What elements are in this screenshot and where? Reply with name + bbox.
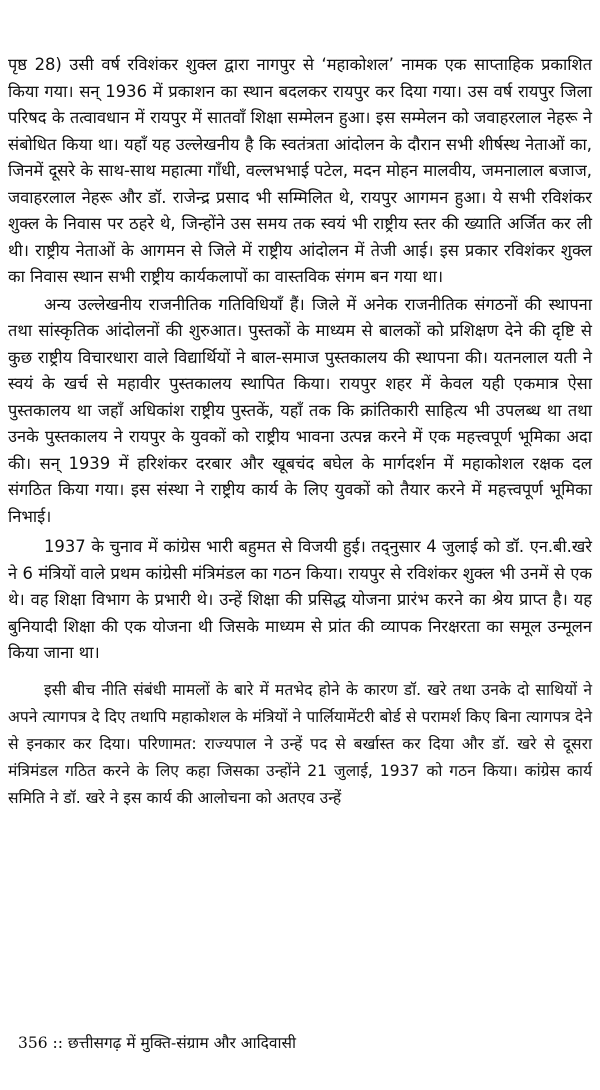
paragraph-1937-elections: 1937 के चुनाव में कांग्रेस भारी बहुमत से विजयी हुई। तद्नुसार 4 जुलाई को डॉ. एन.बी.खरे ने 6 मंत्रियों वाले प्रथम कांग्रेसी मंत्रिमंडल का गठन किया। रायपुर से रविशंकर शुक्ल भी उनमें से एक थे। वह शिक्षा विभाग के प्रभारी थे। उन्हें शिक्षा की प्रसिद्ध योजना प्रारंभ करने का श्रेय प्राप्त है। यह बुनियादी शिक्षा की एक योजना थी जिसके माध्यम से प्रांत की व्यापक निरक्षरता का समूल उन्मूलन किया जाना था। xyxy=(8,537,592,662)
page-footer: 356 :: छत्तीसगढ़ में मुक्ति-संग्राम और आदिवासी xyxy=(18,1034,296,1052)
paragraph-mahakoshal-weekly: पृष्ठ 28) उसी वर्ष रविशंकर शुक्ल द्वारा नागपुर से ‘महाकोशल’ नामक एक साप्ताहिक प्रकाशित किया गया। सन् 1936 में प्रकाशन का स्थान बदलकर रायपुर कर दिया गया। उस वर्ष रायपुर जिला परिषद के तत्वावधान में रायपुर में सातवाँ शिक्षा सम्मेलन हुआ। इस सम्मेलन को जवाहरलाल नेहरू ने संबोधित किया था। यहाँ यह उल्लेखनीय है कि स्वतंत्रता आंदोलन के दौरान सभी शीर्षस्थ नेताओं का, जिनमें दूसरे के साथ-साथ महात्मा गाँधी, वल्लभभाई पटेल, मदन मोहन मालवीय, जमनालाल बजाज, जवाहरलाल नेहरू और डॉ. राजेन्द्र प्रसाद भी सम्मिलित थे, रायपुर आगमन हुआ। ये सभी रविशंकर शुक्ल के निवास पर ठहरे थे, जिन्होंने उस समय तक स्वयं भी राष्ट्रीय स्तर की ख्याति अर्जित कर ली थी। राष्ट्रीय नेताओं के आगमन से जिले में राष्ट्रीय आंदोलन में तेजी आई। इस प्रकार रविशंकर शुक्ल का निवास स्थान सभी राष्ट्रीय कार्यकलापों का वास्तविक संगम बन गया था। xyxy=(8,55,592,286)
paragraph-political-activities: अन्य उल्लेखनीय राजनीतिक गतिविधियाँ हैं। जिले में अनेक राजनीतिक संगठनों की स्थापना तथा सांस्कृतिक आंदोलनों की शुरुआत। पुस्तकों के माध्यम से बालकों को प्रशिक्षण देने की दृष्टि से कुछ राष्ट्रीय विचारधारा वाले विद्यार्थियों ने बाल-समाज पुस्तकालय की स्थापना की। यतनलाल यती ने स्वयं के खर्च से महावीर पुस्तकालय स्थापित किया। रायपुर शहर में केवल यही एकमात्र ऐसा पुस्तकालय था जहाँ अधिकांश राष्ट्रीय पुस्तकें, यहाँ तक कि क्रांतिकारी साहित्य भी उपलब्ध था तथा उनके पुस्तकालय ने रायपुर के युवकों को राष्ट्रीय भावना उत्पन्न करने में एक महत्त्वपूर्ण भूमिका अदा की। सन् 1939 में हरिशंकर दरबार और खूबचंद बघेल के मार्गदर्शन में महाकोशल रक्षक दल संगठित किया गया। इस संस्था ने राष्ट्रीय कार्य के लिए युवकों को तैयार करने में महत्त्वपूर्ण भूमिका निभाई। xyxy=(8,294,592,526)
paragraph-khare-resignation: इसी बीच नीति संबंधी मामलों के बारे में मतभेद होने के कारण डॉ. खरे तथा उनके दो साथियों ने अपने त्यागपत्र दे दिए तथापि महाकोशल के मंत्रियों ने पार्लियामेंटरी बोर्ड से परामर्श किए बिना त्यागपत्र देने से इनकार कर दिया। परिणामत: राज्यपाल ने उन्हें पद से बर्खास्त कर दिया और डॉ. खरे से दूसरा मंत्रिमंडल गठित करने के लिए कहा जिसका उन्होंने 21 जुलाई, 1937 को गठन किया। कांग्रेस कार्य समिति ने डॉ. खरे ने इस कार्य की आलोचना को अतएव उन्हें xyxy=(8,680,592,807)
